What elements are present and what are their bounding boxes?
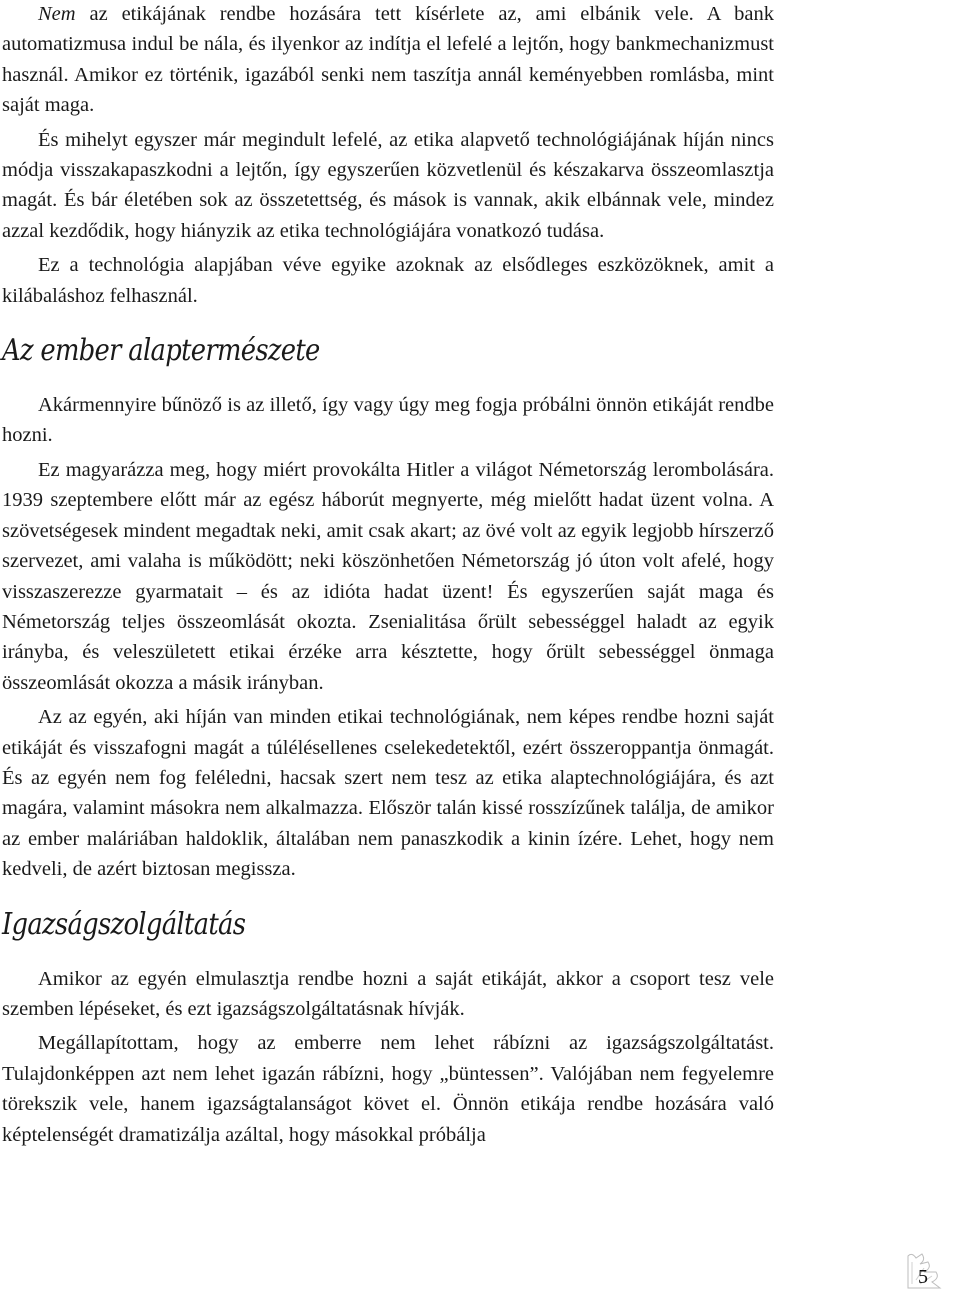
italic-lead-word: Nem [38, 3, 76, 25]
page-number-badge [906, 1250, 942, 1290]
section-heading-human-nature: Az ember alaptermészete [2, 333, 320, 369]
paragraph-nature-2: Ez magyarázza meg, hogy miért provokálta Hitler a világot Németország lerombolására. 1939 szeptembere előtt már az egész háborút megnyerte, még mielőtt hadat üzent volna. A szövetségesek mindent megadtak neki, amit csak akart; az övé volt az egyik legjobb hírszerző szervezet, ami valaha is működött; neki köszönhetően Németország jó úton volt afelé, hogy visszaszerezze gyarmatait – és az idióta hadat üzent! És egyszerűen saját maga és Németország teljes összeomlását okozta. Zsenialitása őrült sebességgel haladt az egyik irányba, és veleszületett etikai érzéke arra késztette, hogy őrült sebességgel önmaga összeomlását okozza a másik irányban. [2, 458, 774, 694]
paragraph-intro-2: És mihelyt egyszer már megindult lefelé, az etika alapvető technológiájának híján nincs módja visszakapaszkodni a lejtőn, így egyszerűen közvetlenül és készakarva összeomlasztja magát. És bár életében sok az összetettség, és mások is vannak, akik elbánnak vele, mindez azzal kezdődik, hogy hiányzik az etika technológiájára vonatkozó tudása. [2, 128, 774, 242]
page-body [2, 0, 774, 1150]
section-heading-justice: Igazságszolgáltatás [2, 906, 246, 942]
paragraph-intro-1 [2, 0, 774, 121]
paragraph-nature-1: Akármennyire bűnöző is az illető, így vagy úgy meg fogja próbálni önnön etikáját rendbe hozni. [2, 394, 774, 447]
paragraph-intro-3: Ez a technológia alapjában véve egyike azoknak az elsődleges eszközöknek, amit a kilábaláshoz felhasznál. [2, 254, 774, 307]
paragraph-justice-1: Amikor az egyén elmulasztja rendbe hozni a saját etikáját, akkor a csoport tesz vele szemben lépéseket, és ezt igazságszolgáltatásnak hívják. [2, 967, 774, 1020]
paragraph-text: az etikájának rendbe hozására tett kísérlete az, ami elbánik vele. A bank automatizmusa indul be nála, és ilyenkor az indítja el lefelé a lejtőn, hogy bankmechanizmust használ. Amikor ez történik, igazából senki nem taszítja annál keményebben romlásba, mint saját maga. [2, 3, 774, 117]
page-number: 5 [918, 1266, 928, 1288]
paragraph-justice-2: Megállapítottam, hogy az emberre nem lehet rábízni az igazságszolgáltatást. Tulajdonképpen azt nem lehet igazán rábízni, hogy „büntessen”. Valójában nem fegyelemre törekszik vele, hanem igazságtalanságot követ el. Önnön etikája rendbe hozására való képtelenségét dramatizálja azáltal, hogy másokkal próbálja [2, 1032, 774, 1146]
paragraph-nature-3: Az az egyén, aki híján van minden etikai technológiának, nem képes rendbe hozni saját etikáját és visszafogni magát a túlélésellenes cselekedetektől, ezért összeroppantja önmagát. És az egyén nem fog feléledni, hacsak szert nem tesz az etika alaptechnológiájára, és azt magára, valamint másokra nem alkalmazza. Először talán kissé rosszízűnek találja, de amikor az ember maláriában haldoklik, általában nem panaszkodik a kinin ízére. Lehet, hogy nem kedveli, de azért biztosan megissza. [2, 706, 774, 881]
